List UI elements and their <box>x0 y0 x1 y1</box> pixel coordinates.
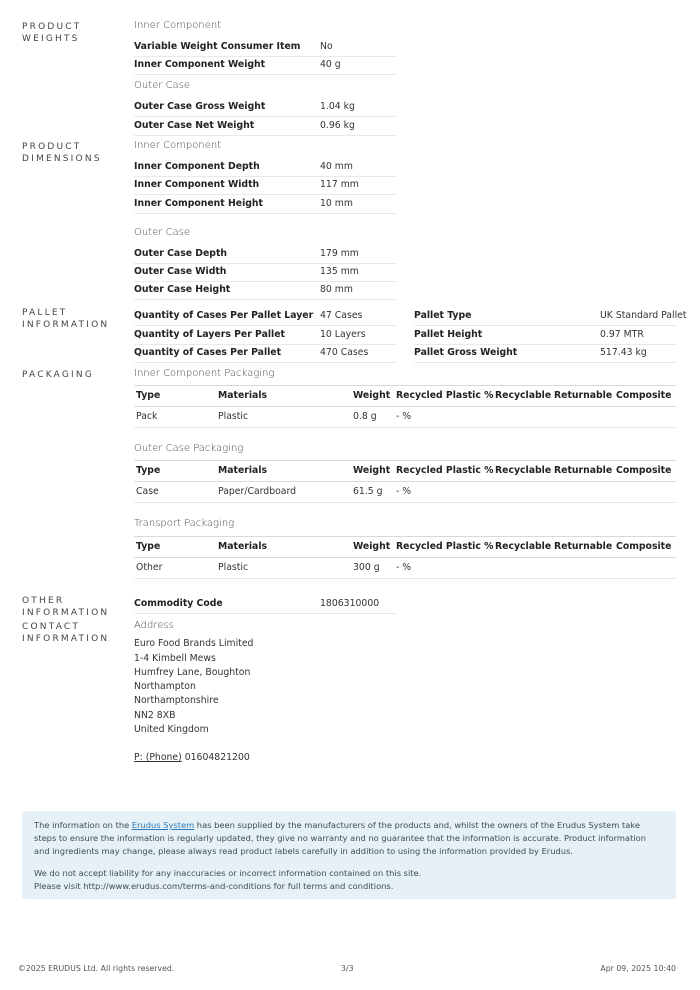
row-commodity-code <box>134 595 396 614</box>
column-header-composite: Composite <box>616 465 672 476</box>
column-header-recycled-plastic: Recycled Plastic % <box>396 390 494 401</box>
cell-recycled-plastic: - % <box>396 411 412 422</box>
row-layers-per-pallet <box>134 326 396 345</box>
cell-weight: 0.8 g <box>353 411 377 422</box>
row-outer-case-depth <box>134 245 396 264</box>
field-value: 80 mm <box>320 284 353 295</box>
column-header-composite: Composite <box>616 541 672 552</box>
column-header-type: Type <box>136 541 161 552</box>
section-title-packaging: PACKAGING <box>22 370 95 380</box>
field-value: 0.96 kg <box>320 120 355 131</box>
packaging-table-header <box>134 385 676 407</box>
column-header-weight: Weight <box>353 465 391 476</box>
cell-type: Pack <box>136 411 158 422</box>
field-value: 135 mm <box>320 266 359 277</box>
row-cases-per-pallet <box>134 344 396 363</box>
section-title-product-weights: PRODUCT WEIGHTS <box>22 22 82 44</box>
column-header-weight: Weight <box>353 541 391 552</box>
address-line: United Kingdom <box>134 724 209 735</box>
row-pallet-gross-weight <box>414 344 676 363</box>
field-value: 47 Cases <box>320 310 363 321</box>
field-label: Outer Case Gross Weight <box>134 101 266 112</box>
field-label: Inner Component Weight <box>134 59 266 70</box>
column-header-recyclable: Recyclable <box>495 541 552 552</box>
field-label: Quantity of Cases Per Pallet <box>134 347 282 358</box>
column-header-returnable: Returnable <box>554 390 613 401</box>
phone-number: 01604821200 <box>184 752 250 763</box>
field-label: Inner Component Width <box>134 179 260 190</box>
table-row <box>134 482 676 503</box>
section-title-contact-information: CONTACT INFORMATION <box>22 622 110 644</box>
footer-page-number: 3/3 <box>341 964 354 973</box>
field-label: Inner Component Depth <box>134 161 260 172</box>
field-label: Outer Case Height <box>134 284 231 295</box>
field-label: Outer Case Depth <box>134 248 228 259</box>
cell-recycled-plastic: - % <box>396 562 412 573</box>
column-header-composite: Composite <box>616 390 672 401</box>
address-line: Northampton <box>134 681 196 692</box>
subheading-outer-packaging: Outer Case Packaging <box>134 443 244 454</box>
column-header-recyclable: Recyclable <box>495 465 552 476</box>
address-line: 1-4 Kimbell Mews <box>134 653 216 664</box>
row-inner-component-weight <box>134 56 396 75</box>
footer-copyright: ©2025 ERUDUS Ltd. All rights reserved. <box>18 964 175 973</box>
phone-label-link[interactable]: P: (Phone) <box>134 752 182 763</box>
row-inner-component-width <box>134 176 396 195</box>
field-value: 470 Cases <box>320 347 369 358</box>
cell-weight: 300 g <box>353 562 380 573</box>
field-value: 40 g <box>320 59 341 70</box>
column-header-recyclable: Recyclable <box>495 390 552 401</box>
erudus-system-link[interactable]: Erudus System <box>131 820 195 830</box>
packaging-table-header <box>134 460 676 482</box>
field-value: No <box>320 41 333 52</box>
field-value: 1806310000 <box>320 598 380 609</box>
column-header-weight: Weight <box>353 390 391 401</box>
field-value: 117 mm <box>320 179 359 190</box>
cell-type: Case <box>136 486 159 497</box>
cell-materials: Plastic <box>218 562 249 573</box>
packaging-table-header <box>134 536 676 558</box>
row-inner-component-height <box>134 195 396 214</box>
address-line: NN2 8XB <box>134 710 176 721</box>
subheading-outer-case: Outer Case <box>134 80 191 91</box>
subheading-inner-component: Inner Component <box>134 140 222 151</box>
field-value: 10 Layers <box>320 329 366 340</box>
field-label: Quantity of Cases Per Pallet Layer <box>134 310 314 321</box>
cell-weight: 61.5 g <box>353 486 383 497</box>
field-label: Quantity of Layers Per Pallet <box>134 329 285 340</box>
column-header-materials: Materials <box>218 390 268 401</box>
disclaimer-text: The information on the <box>34 820 132 830</box>
field-value: 40 mm <box>320 161 353 172</box>
column-header-recycled-plastic: Recycled Plastic % <box>396 465 494 476</box>
phone-line <box>134 752 250 763</box>
row-outer-case-gross-weight <box>134 98 396 117</box>
column-header-materials: Materials <box>218 541 268 552</box>
cell-materials: Paper/Cardboard <box>218 486 297 497</box>
subheading-outer-case: Outer Case <box>134 227 191 238</box>
section-title-other-information: OTHER INFORMATION <box>22 596 110 618</box>
field-value: 179 mm <box>320 248 359 259</box>
field-value: 517.43 kg <box>600 347 647 358</box>
disclaimer-box <box>22 811 676 899</box>
field-value: 0.97 MTR <box>600 329 644 340</box>
row-pallet-height <box>414 326 676 345</box>
disclaimer-liability: We do not accept liability for any inaccuracies or incorrect information contained on this site. <box>34 868 422 878</box>
subheading-address: Address <box>134 620 174 631</box>
section-title-pallet-information: PALLET INFORMATION <box>22 308 110 330</box>
column-header-type: Type <box>136 390 161 401</box>
disclaimer-terms: Please visit http://www.erudus.com/terms-and-conditions for full terms and conditions. <box>34 881 394 891</box>
table-row <box>134 407 676 428</box>
disclaimer-text: has been supplied by the manufacturers of the products and, whilst the owners of the Erudus System take steps to ensure the information is regularly updated, they give no warranty and no guarantee that the information is accurate. Product information and ingredients may change, please always read product labels carefully in addition to using the information provided by Erudus. <box>34 820 646 856</box>
column-header-returnable: Returnable <box>554 541 613 552</box>
address-line: Northamptonshire <box>134 695 219 706</box>
field-label: Commodity Code <box>134 598 223 609</box>
field-value: 10 mm <box>320 198 353 209</box>
column-header-type: Type <box>136 465 161 476</box>
row-cases-per-layer <box>134 307 396 326</box>
row-inner-component-depth <box>134 158 396 177</box>
field-label: Outer Case Width <box>134 266 227 277</box>
column-header-recycled-plastic: Recycled Plastic % <box>396 541 494 552</box>
subheading-transport-packaging: Transport Packaging <box>134 518 235 529</box>
column-header-materials: Materials <box>218 465 268 476</box>
row-variable-weight <box>134 38 396 57</box>
field-label: Pallet Type <box>414 310 472 321</box>
row-pallet-type <box>414 307 687 326</box>
row-outer-case-net-weight <box>134 117 396 136</box>
table-row <box>134 558 676 579</box>
address-line: Euro Food Brands Limited <box>134 638 254 649</box>
field-label: Pallet Height <box>414 329 483 340</box>
column-header-returnable: Returnable <box>554 465 613 476</box>
subheading-inner-packaging: Inner Component Packaging <box>134 368 275 379</box>
section-title-product-dimensions: PRODUCT DIMENSIONS <box>22 142 102 164</box>
field-label: Pallet Gross Weight <box>414 347 518 358</box>
cell-recycled-plastic: - % <box>396 486 412 497</box>
address-line: Humfrey Lane, Boughton <box>134 667 251 678</box>
subheading-inner-component: Inner Component <box>134 20 222 31</box>
field-value: UK Standard Pallet <box>600 310 687 321</box>
disclaimer-paragraph <box>34 819 664 858</box>
row-outer-case-width <box>134 263 396 282</box>
field-label: Outer Case Net Weight <box>134 120 255 131</box>
field-label: Inner Component Height <box>134 198 263 209</box>
cell-materials: Plastic <box>218 411 249 422</box>
footer-date: Apr 09, 2025 10:40 <box>600 964 676 973</box>
cell-type: Other <box>136 562 163 573</box>
row-outer-case-height <box>134 281 396 300</box>
field-label: Variable Weight Consumer Item <box>134 41 301 52</box>
field-value: 1.04 kg <box>320 101 355 112</box>
